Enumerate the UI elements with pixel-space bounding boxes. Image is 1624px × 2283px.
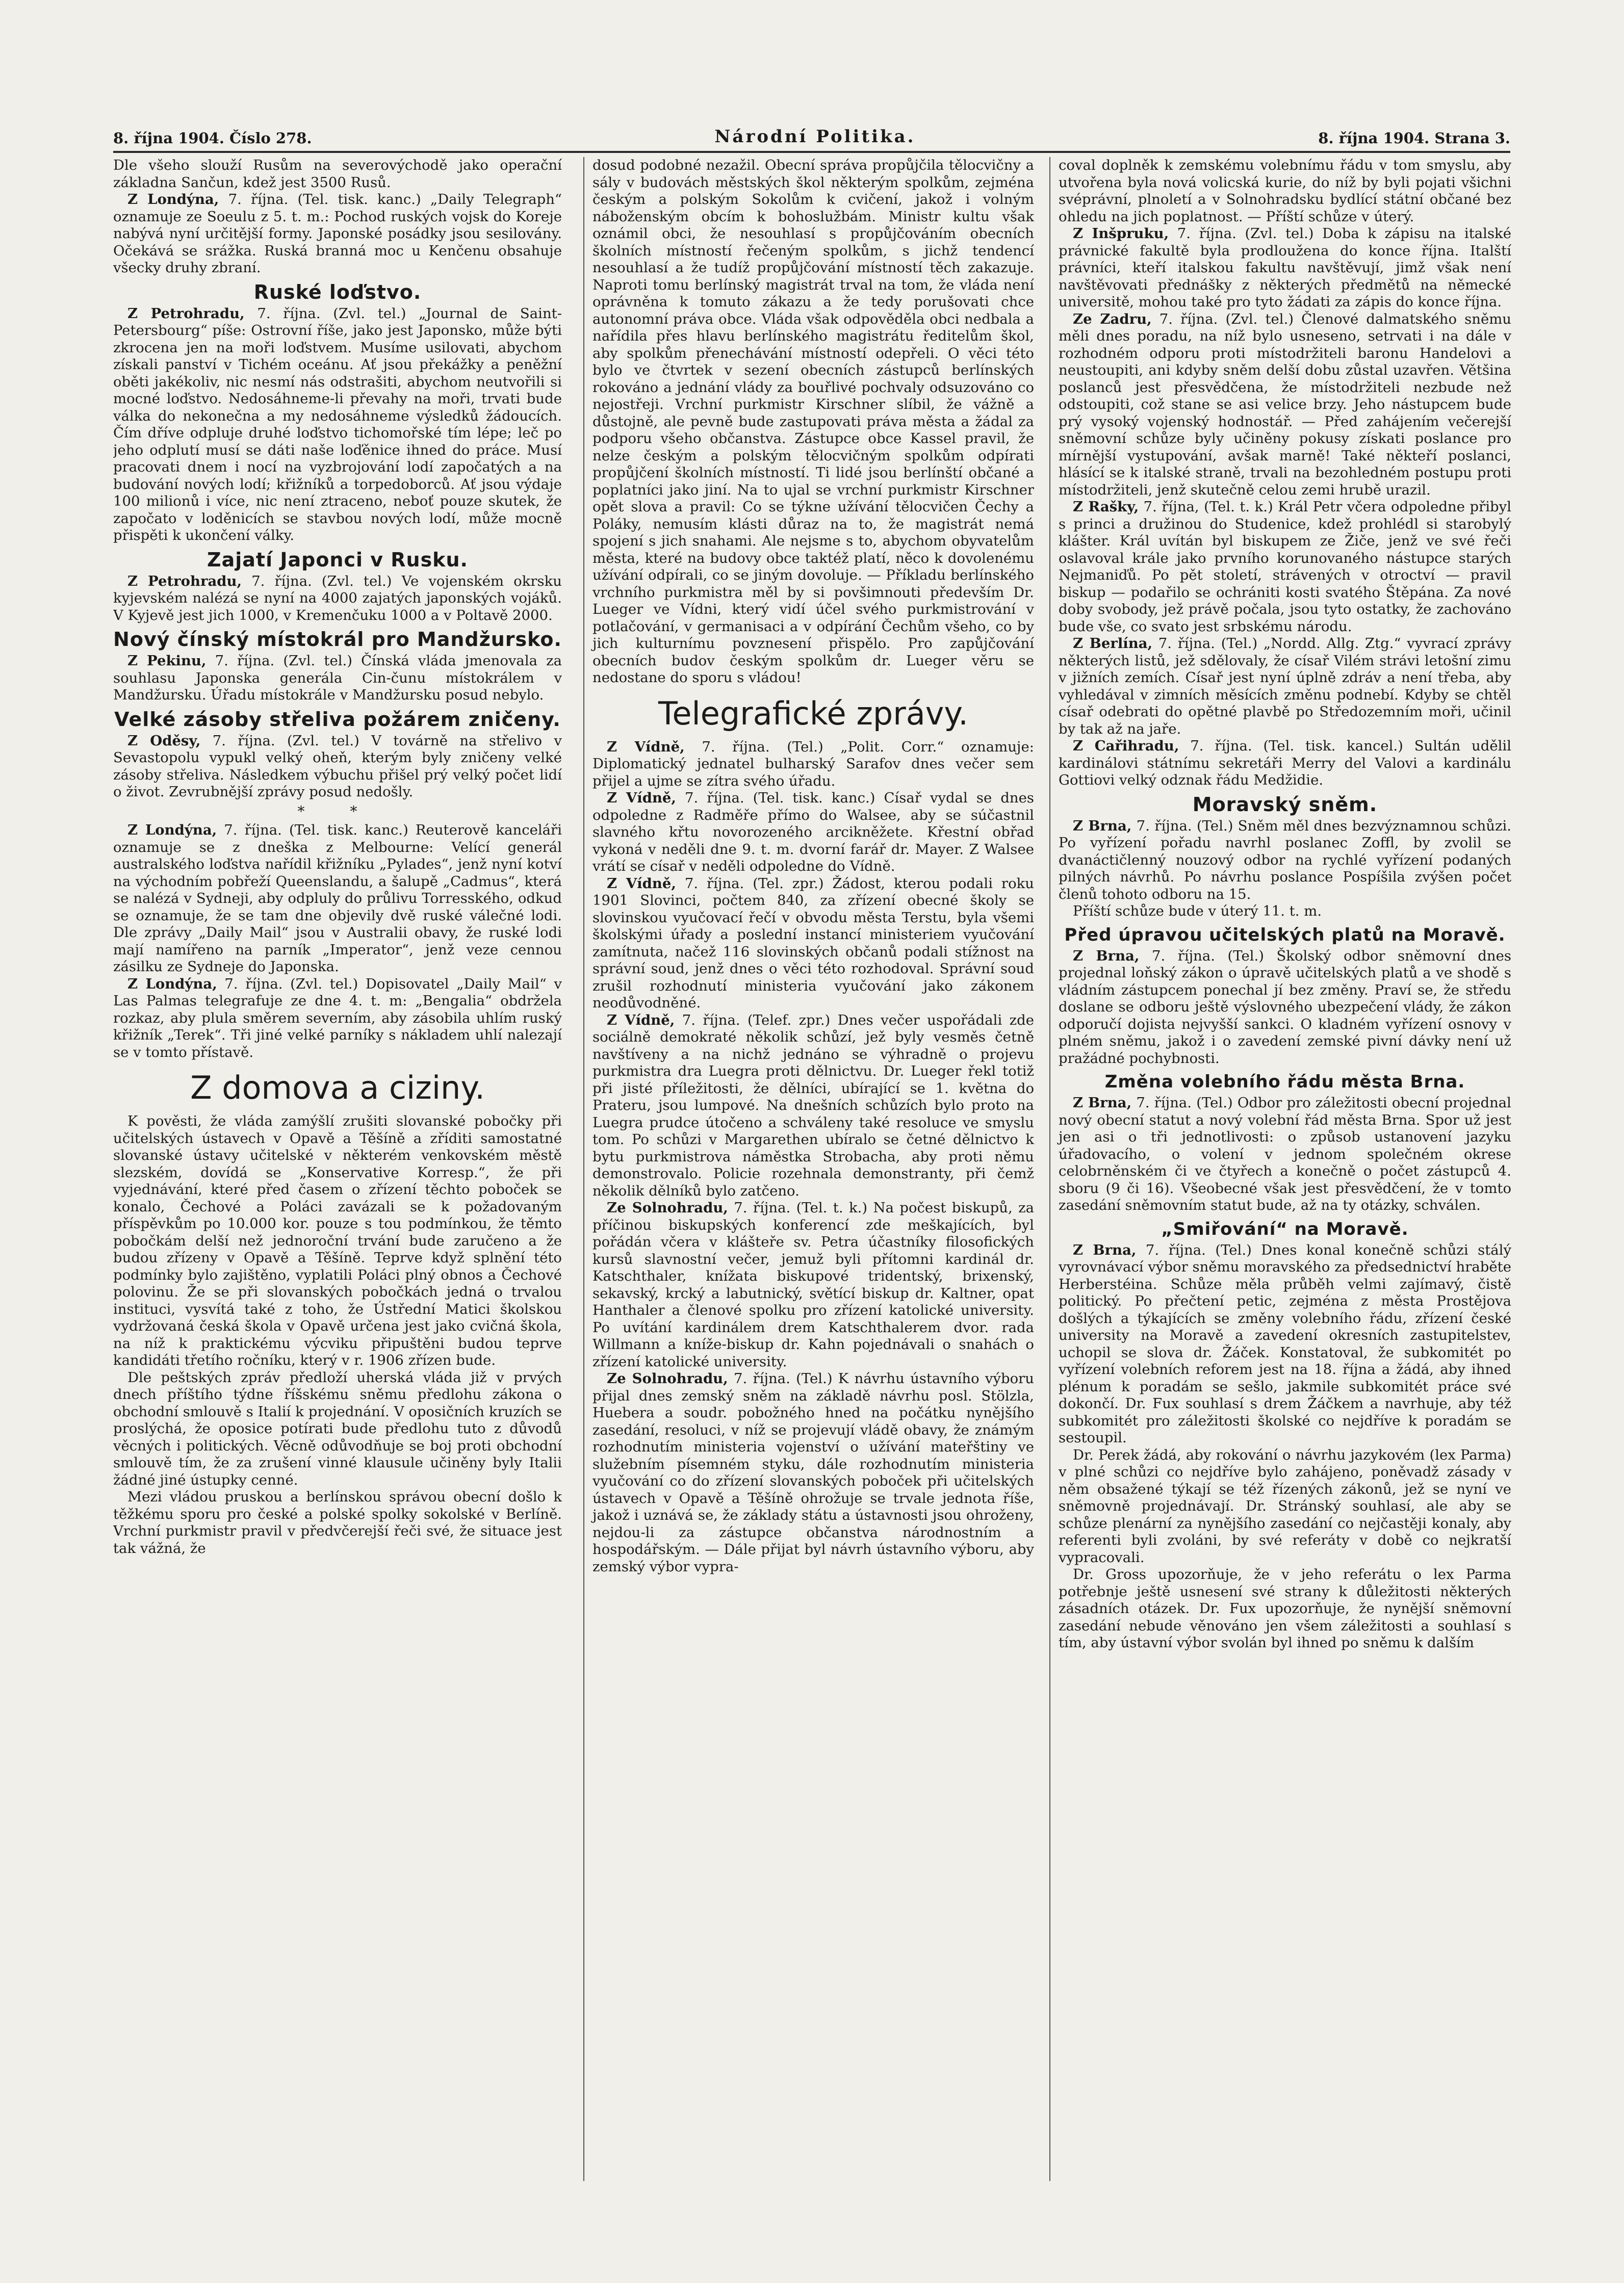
paragraph <box>592 790 1034 875</box>
paragraph <box>113 305 562 544</box>
dateline: Z Brna, <box>1073 817 1132 834</box>
section-heading: Ruské loďstvo. <box>253 280 422 303</box>
paragraph <box>113 822 562 976</box>
paragraph <box>113 976 562 1061</box>
dateline: Z Londýna, <box>127 822 217 838</box>
paragraph-text: 7. října. (Zvl. tel.) Ve vojenském okrsku kyjevském nalézá se nyní na 4000 zajatých japonských vojáků. V Kyjevě jest jich 1000, v Kremenčuku 1000 a v Poltavě 2000. <box>113 573 562 624</box>
paragraph: dosud podobné nezažil. Obecní správa propůjčila tělocvičny a sály v budovách městských škol některým spolkům, zejména českým a polským Sokolům k cvičení, jakož i volným náboženským obcím k bohoslužbám. Ministr kultu však oznámil obci, že nesouhlasí s propůjčováním obecních školních místností řečeným spolkům, s jichž tendencí nesouhlasí a že tudíž propůjčování místností těch zakazuje. Naproti tomu berlínský magistrát trval na tom, že vláda není oprávněna k tomuto zákazu a že tedy porušovati chce autonomní práva obce. Vláda však odpověděla obci nedbala a nařídila přes hlavu berlínského magistrátu ředitelům škol, aby spolkům přenechávání místností odepřeli. O věci této bylo ve čtvrtek v sezení obecních zástupců berlínských rokováno a jednání vlády za bouřlivé pochvaly odsuzováno co nejostřeji. Vrchní purkmistr Kirschner slíbil, že vážně a důstojně, ale pevně bude zastupovati práva města a žádal za podporu všeho občanstva. Zástupce obce Kassel pravil, že nelze českým a polským tělocvičným spolkům odpírati propůjčení školních místností. Ti lidé jsou berlínští občané a poplatníci jako jiní. Na to ujal se vrchní purkmistr Kirschner opět slova a pravil: Co se týkne užívání tělocvičen Čechy a Poláky, nemusím klásti důraz na to, že magistrát nemá spojení s jich snahami. Ale nejsme s to, abychom obyvatelům města, které na budovy obce taktéž platí, něco k dovolenému užívání odpírali, co se jiným dovoluje. — Příkladu berlínského vrchního purkmistra měl by si povšimnouti především Dr. Lueger ve Vídni, který vidí účel svého purkmistrování v potlačování, v germanisaci a v odpírání Čechům všeho, co by jich kulturnímu povznesení přispělo. Pro zapůjčování obecních budov českým spolkům dr. Lueger věru se nedostane do sporu s vládou! <box>592 157 1034 686</box>
paragraph-text: 7. října. (Tel. t. k.) Na počest biskupů, za příčinou biskupských konferencí zde meškajících, byl pořádán včera v klášteře sv. Petra účastníky filosofických kursů slavnostní večer, jemuž byli přítomni kardinál dr. Katschthaler, knížata biskupové tridentský, brixenský, sekavský, krcký a labutnický, světící biskup dr. Kaltner, opat Hanthaler a členové spolku pro zřízení katolické university. Po uvítání kardinálem drem Katschthalerem dvor. rada Willmann a kníže-biskup dr. Kahn pojednávali o snahách o zřízení katolické university. <box>592 1200 1034 1370</box>
dateline: Z Brna, <box>1073 1241 1137 1258</box>
separator-stars: * * <box>297 802 378 820</box>
dateline: Z Vídně, <box>607 738 685 755</box>
paragraph-text: 7. října. (Tel.) Odbor pro záležitosti obecní projednal nový obecní statut a nový volební řád města Brna. Spor už jest jen asi o tři jednotlivosti: o způsob ustanovení jazyku úřadovacího, o volení v jednom společném okrese celobrněnském či ve čtyřech a konečně o počet zástupců 4. sboru (9 či 16). Všeobecné však jest přesvědčení, že v tomto zasedání sněmovním statut bude, až na ty otázky, schválen. <box>1059 1095 1511 1213</box>
dateline: Z Petrohradu, <box>127 573 242 589</box>
paragraph-text: 7. října. (Tel.) Sněm měl dnes bezvýznamnou schůzi. Po vyřízení pořadu navrhl poslanec Zoffl, by zvolil se dvanáctičlenný nouzový odbor na rychlé vyřízení podaných pilných návrhů. Po návrhu poslance Pospíšila zvýšen počet členů tohoto odboru na 15. <box>1059 817 1511 902</box>
paragraph: Dle peštských zpráv předloží uherská vláda již v prvých dnech příštího týdne říšskému sněmu předlohu zákona o obchodní smlouvě s Italií k projednání. V oposičních kruzích se proslýchá, že oposice potírati bude předlohu tuto z důvodů věcných i politických. Věcně odůvodňuje se boj proti obchodní smlouvě tím, že za zrušení vinné klausule učiněny byly Italii žádné jiné ústupky cenné. <box>113 1369 562 1488</box>
dateline: Ze Zadru, <box>1073 310 1152 327</box>
columns <box>113 157 1510 2181</box>
paragraph <box>1059 499 1511 635</box>
paragraph-text: 7. října. (Tel. tisk. kancel.) Sultán udělil kardinálovi státnímu sekretáři Merry del Valovi a kardinálu Gottiovi velký odznak řádu Medžidie. <box>1059 738 1511 788</box>
paragraph <box>1059 311 1511 499</box>
masthead <box>113 118 1510 153</box>
dateline: Ze Solnohradu, <box>607 1370 728 1387</box>
paragraph: Dle všeho slouží Rusům na severovýchodě jako operační základna Sančun, kdež jest 3500 Rusů. <box>113 157 562 191</box>
paragraph-text: 7. října. (Zvl. tel.) Dopisovatel „Daily Mail“ v Las Palmas telegrafuje ze dne 4. t. m: „Bengalia“ obdržela rozkaz, aby plula směrem severním, aby zásobila uhlím ruský křižník „Terek“. Tři jiné velké parníky s nákladem uhlí nalezají se v tomto přístavě. <box>113 975 562 1060</box>
paragraph <box>1059 635 1511 738</box>
paragraph-text: 7. října. (Tel.) „Polit. Corr.“ oznamuje: Diplomatický jednatel bulharský Sarafov dnes večer sem přijel a ujme se zítra svého úřadu. <box>592 738 1034 789</box>
paragraph <box>592 1370 1034 1575</box>
dateline: Z Rašky, <box>1073 499 1139 515</box>
paragraph-text: 7. října. (Zvl. tel.) Členové dalmatského sněmu měli dnes poradu, na níž bylo usneseno, setrvati i na dále v rozhodném odporu proti místodržiteli baronu Handelovi a neustoupiti, ani kdyby sněm delší dobu zůstal uzavřen. Většina poslanců jest přesvědčena, že místodržiteli nezbude než odstoupiti, což stane se asi velice brzy. Jeho nástupcem bude prý vysoký vojenský hodnostář. — Před zahájením večerejší sněmovní schůze byly učiněny pokusy získati poslance pro mírnější vystupování, avšak marně! Také někteří poslanci, hlásící se k italské straně, trvali na bezohledném postupu proti místodržiteli, jenž skutečně celou zemi hrubě urazil. <box>1059 310 1511 498</box>
paragraph <box>113 653 562 704</box>
paragraph-text: 7. října. (Tel.) „Nordd. Allg. Ztg.“ vyvrací zprávy některých listů, jež sdělovaly, že císař Vilém strávi letošní zimu v jižních zemích. Císař jest nyní úplně zdráv a není třeba, aby vyhledával v zimních měsících změnu podnebí. Kdyby se chtěl císař odebrati do opětné plavbě po Středozemním moři, učinil by tak až na jaře. <box>1059 635 1511 737</box>
paragraph-text: 7. října. (Tel. tisk. kanc.) Císař vydal se dnes odpoledne z Radměře přímo do Walsee, aby se súčastnil slavného křtu novorozeného arcikněžete. Křestní obřad vykoná v neděli dne 9. t. m. dvorní farář dr. Mayer. Z Walsee vrátí se císař v neděli odpoledne do Vídně. <box>592 790 1034 874</box>
column-3 <box>1049 157 1511 2181</box>
paragraph <box>113 733 562 801</box>
paragraph-text: 7. října. (Tel. tisk. kanc.) Reuterově kanceláři oznamuje se z dneška z Melbourne: Velící generál australského loďstva nařídil křižníku „Pylades“, jenž nyní kotví na východním pobřeží Queenslandu, a šalupě „Cadmus“, která se nalézá v Sydneji, aby odpluly do průlivu Torresského, odkud se oznamuje, že se tam dne objevily dvě ruské válečné lodi. Dle zprávy „Daily Mail“ jsou v Australii obavy, že ruské lodi mají namířeno na parník „Imperator“, jenž veze cennou zásilku ze Sydneje do Japonska. <box>113 822 562 975</box>
dateline: Z Londýna, <box>127 975 217 992</box>
dateline: Z Londýna, <box>127 191 219 207</box>
section-heading: Změna volebního řádu města Brna. <box>1104 1072 1465 1092</box>
section-heading: Nový čínský místokrál pro Mandžursko. <box>113 628 562 651</box>
dateline: Z Inšpruku, <box>1073 225 1169 242</box>
header-left: 8. října 1904. Číslo 278. <box>113 129 312 147</box>
paragraph <box>592 739 1034 790</box>
newspaper-page <box>113 118 1510 2188</box>
paragraph <box>592 875 1034 1012</box>
paragraph-text: 7. října. (Zvl. tel.) „Journal de Saint-Petersbourg“ píše: Ostrovní říše, jako jest Japonsko, může býti zkrocena jen na moři loďstvem. Musíme usilovati, abychom získali panství v Tichém oceánu. Ať jsou překážky a peněžní oběti jakékoliv, nic nesmí nás odstrašiti, abychom neutvořili si mocné loďstvo. Nedosáhneme-li převahy na moři, trvati bude válka do nekonečna a my nedosáhneme výsledků žádoucích. Čím dříve odpluje druhé loďstvo tichomořské tím lépe; leč po jeho odplutí musí se dáti naše loďěnice ihned do práce. Musí pracovati dnem i nocí na vyzbrojování lodí započatých a na budování nových lodí; křižníků a torpedoborců. Ať jsou výdaje 100 milionů i více, nic není ztraceno, neboť pouze skutek, že započato v loděnicích se stavbou nových lodí, může mocně přispěti k ukončení války. <box>113 305 562 543</box>
paragraph-text: 7. října. (Telef. zpr.) Dnes večer uspořádali zde sociálně demokraté několik schůzí, jež byly vesměs četně navštíveny a na nichž jednáno se výhradně o projevu purkmistra dra Luegra proti dělnictvu. Dr. Lueger řekl totiž při jisté příležitosti, že dělníci, ubírající se 1. května do Prateru, jsou lumpové. Na dnešních schůzích bylo proto na Luegra prudce útočeno a schváleny také resoluce ve smyslu tom. Po schůzi v Margarethen ubíralo se četné dělnictvo k bytu purkmistrova náměstka Strobacha, aby proti němu demonstrovalo. Policie rozehnala demonstranty, při čemž několik dělníků bylo zatčeno. <box>592 1011 1034 1199</box>
paragraph <box>1059 225 1511 311</box>
paragraph <box>113 191 562 277</box>
dateline: Z Vídně, <box>607 875 676 892</box>
paragraph-text: 7. října. (Tel.) K návrhu ústavního výboru přijal dnes zemský sněm na základě návrhu posl. Stölzla, Huebera a soudr. pobožného hned na počátku nynějšího zasedání, resoluci, v níž se projevují vládě obavy, že známým rozhodnutím ministeria vojenství o užívání mateřštiny ve služebním písemném styku, dále rozhodnutím ministeria vyučování co do zřízení slovanských poboček při učitelských ústavech v Opavě a Těšíně ohrožuje se trvale jednota říše, jakož i uznává se, že základy státu a ústavnosti jsou ohroženy, nejdou-li za zástupce občanstva národnostním a hospodářským. — Dále přijat byl návrh ústavního výboru, aby zemský výbor vypra- <box>592 1370 1034 1575</box>
section-heading: Moravský sněm. <box>1192 793 1378 816</box>
dateline: Z Brna, <box>1073 1095 1132 1111</box>
paragraph-text: 7. října, (Tel. t. k.) Král Petr včera odpoledne přibyl s princi a družinou do Studenice, kdež prohlédl si starobylý klášter. Král uvítán byl biskupem ze Žiče, jenž ve své řeči oslavoval krále jako prvního korunovaného nástupce starých Nejmaniďů. Po pět století, strávených v otroctví — pravil biskup — podařilo se ochrániti kosti svatého Štěpána. Za nové doby svobody, jež právě počala, jsou tyto ostatky, že zachováno bude vše, co svato jest srbskému národu. <box>1059 499 1511 635</box>
header-right: 8. října 1904. Strana 3. <box>1318 129 1510 147</box>
dateline: Z Pekinu, <box>127 653 207 669</box>
paragraph: Dr. Gross upozorňuje, že v jeho referátu o lex Parma potřebnje ještě usnesení své strany k důležitosti některých zásadních otázek. Dr. Fux upozorňuje, že nynější sněmovní zasedání nebude věnováno jen všem záležitosti a souhlasí s tím, aby ústavní výbor svolán byl ihned po sněmu k dalším <box>1059 1566 1511 1651</box>
dateline: Z Berlína, <box>1073 635 1153 652</box>
section-title: Telegrafické zprávy. <box>658 694 968 732</box>
newspaper-title: Národní Politika. <box>714 126 916 147</box>
paragraph: Mezi vládou pruskou a berlínskou správou obecní došlo k těžkému sporu pro české a polské spolky sokolské v Berlíně. Vrchní purkmistr pravil v předvčerejší řeči své, že situace jest tak vážná, že <box>113 1489 562 1556</box>
paragraph: Příští schůze bude v úterý 11. t. m. <box>1073 903 1322 919</box>
column-2 <box>583 157 1034 2181</box>
section-heading: Před úpravou učitelských platů na Moravě. <box>1064 924 1506 945</box>
paragraph-text: 7. října. (Zvl. tel.) Doba k zápisu na italské právnické fakultě byla prodloužena do konce října. Italští právníci, kteří italskou fakultu navštěvují, jimž však není navštěvovati přednášky z některých předmětů na německé universitě, mohou také pro tyto žádati za zápis do konce října. <box>1059 225 1511 310</box>
section-title: Z domova a ciziny. <box>190 1069 485 1106</box>
paragraph <box>1059 738 1511 789</box>
paragraph-text: 7. října. (Zvl. tel.) Čínská vláda jmenovala za souhlasu Japonska generála Cin-čunu místokrálem v Mandžursku. Úřadu místokrále v Mandžursku posud nebylo. <box>113 653 562 703</box>
dateline: Z Vídně, <box>607 790 677 806</box>
paragraph <box>1059 948 1511 1068</box>
paragraph <box>1059 1095 1511 1214</box>
paragraph <box>113 573 562 625</box>
paragraph <box>1059 818 1511 903</box>
paragraph <box>592 1012 1034 1200</box>
dateline: Z Vídně, <box>607 1011 675 1028</box>
paragraph <box>592 1200 1034 1370</box>
paragraph-text: 7. října. (Tel. tisk. kanc.) „Daily Telegraph“ oznamuje ze Soeulu z 5. t. m.: Pochod ruských vojsk do Koreje nabývá nyní určitější formy. Japonské posádky jsou sesilovány. Očekává se srážka. Ruská branná moc u Kenčenu obsahuje všecky druhy zbraní. <box>113 191 562 276</box>
paragraph: Dr. Perek žádá, aby rokování o návrhu jazykovém (lex Parma) v plné schůzi co nejdříve bylo zahájeno, poněvadž zásady v něm obsažené týkají se též řízených zákonů, jež se nyní ve sněmovně projednávají. Dr. Stránský souhlasí, ale aby se schůze plenární za nynějšího zasedání co nejčastěji konaly, aby referenti byli zvoláni, by své referáty v době co nejkratší vypracovali. <box>1059 1446 1511 1566</box>
section-heading: Velké zásoby střeliva požárem zničeny. <box>114 708 561 731</box>
paragraph <box>1059 1242 1511 1447</box>
column-1 <box>113 157 562 2181</box>
dateline: Z Brna, <box>1073 947 1140 964</box>
paragraph-text: 7. října. (Tel.) Školský odbor sněmovní dnes projednal loňský zákon o úpravě učitelských platů a ve shodě s vládním zástupcem ponechal jí bez změny. Praví se, že středu doslane se odboru ještě výslovného ubezpečení vlády, že zákon odporučí dojista nejvyšší sankci. O kladném vyřízení osnovy v plném sněmu, jakož i o zavedení zemské pivní dávky není už pražádné pochybnosti. <box>1059 947 1511 1067</box>
section-heading: Zajatí Japonci v Rusku. <box>207 548 468 571</box>
dateline: Z Cařihradu, <box>1073 738 1179 754</box>
dateline: Z Petrohradu, <box>127 305 245 322</box>
paragraph-text: 7. října. (Tel. zpr.) Žádost, kterou podali roku 1901 Slovinci, počtem 840, za zřízení obecné školy se slovinskou vyučovací řečí v obvodu města Terstu, byla všemi školskými úřady a poslední instancí ministeriem vyučování zamítnuta, načež 116 slovinských občanů podali stížnost na správní soud, jenž dnes o věci této rozhodoval. Správní soud zrušil rozhodnutí ministeria vyučování jako zákonem neodůvodněné. <box>592 875 1034 1011</box>
paragraph-text: 7. října. (Zvl. tel.) V továrně na střelivo v Sevastopolu vypukl velký oheň, kterým byly zničeny velké zásoby střeliva. Následkem výbuchu přišel prý velký počet lidí o život. Zevrubnější zprávy posud nedošly. <box>113 732 562 800</box>
section-heading: „Smiřování“ na Moravě. <box>1161 1218 1409 1239</box>
paragraph-text: 7. října. (Tel.) Dnes konal konečně schůzi stálý vyrovnávací výbor sněmu moravského za předsednictví hraběte Herberstéina. Schůze měla průběh velmi zajímavý, čistě politický. Po přečtení petic, zejména z města Prostějova došlých a týkajících se změny volebního řádu, zřízení české university na Moravě a zavedení okresních zastupitelstev, uchopil se slova dr. Žáček. Konstatoval, že subkomitét po vyřízení volebních reforem jest na 18. října a žádá, aby ihned plénum k poradám se sešlo, jakmile subkomitét práce své dokončí. Dr. Fux souhlasí s drem Žáčkem a navrhuje, aby též subkomitét pro záležitosti školské co nejdříve k poradám se sestoupil. <box>1059 1241 1511 1446</box>
paragraph: K pověsti, že vláda zamýšlí zrušiti slovanské pobočky při učitelských ústavech v Opavě a Těšíně a zříditi samostatné slovanské ústavy učitelské v některém venkovském městě slezském, dovídá se „Konservative Korresp.“, že při vyjednávání, které před časem o zřízení těchto poboček se konalo, Čechové a Poláci zavázali se k požadovaným příspěvkům po 10.000 kor. pouze s tou podmínkou, že těmto pobočkám delší než jednoroční trvání bude zaručeno a že budou zřízeny v Opavě a Těšíně. Teprve když splnění této podmínky bylo zajištěno, vyplatili Poláci plný obnos a Čechové polovinu. Že se při slovanských pobočkách jedná o trvalou instituci, vysvítá také z toho, že Ústřední Matici školskou vydržovaná česká škola v Opavě určena jest jako cvičná škola, na níž k praktickému výcviku připuštěni budou teprve kandidáti třetího ročníku, který v r. 1906 zřízen bude. <box>113 1113 562 1368</box>
dateline: Z Oděsy, <box>127 732 201 749</box>
dateline: Ze Solnohradu, <box>607 1200 728 1216</box>
paragraph: coval doplněk k zemskému volebnímu řádu v tom smyslu, aby utvořena byla nová volicská kurie, do níž by byli pojati všichni svéprávní, plnoletí a v Solnohradsku bydlící státní občané bez ohledu na jich poplatnost. — Příští schůze v úterý. <box>1059 157 1511 225</box>
